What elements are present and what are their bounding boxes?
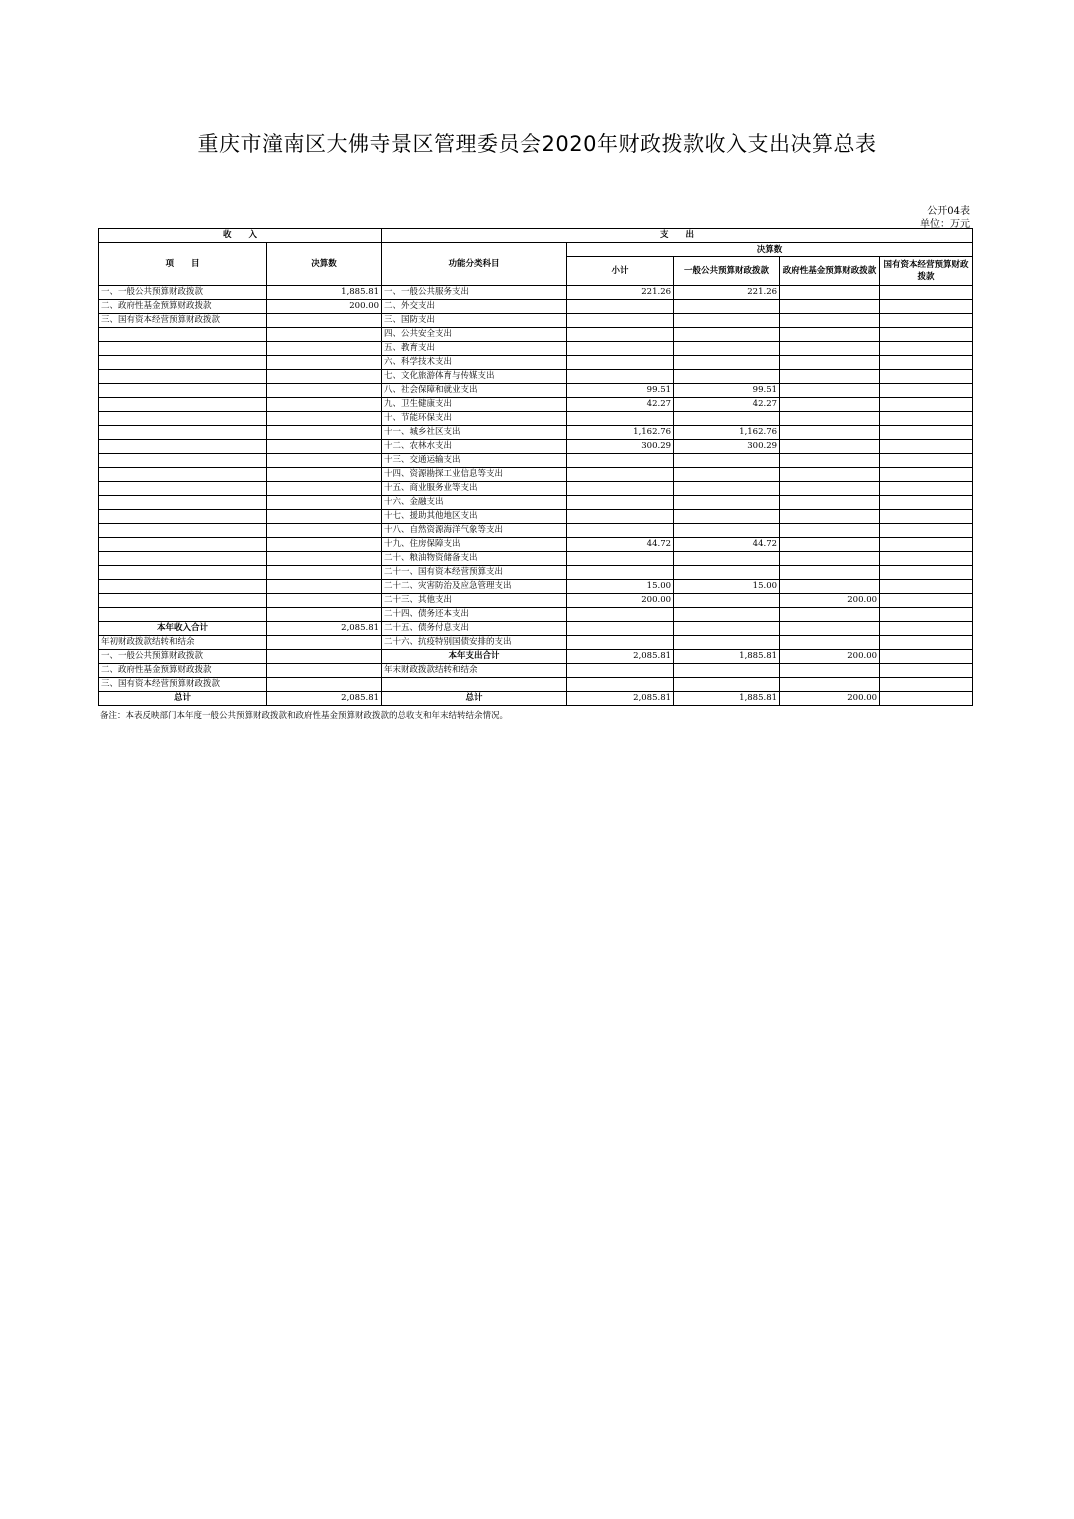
final-amount-header: 决算数 (567, 243, 973, 257)
table-row (99, 384, 973, 398)
income-amount-cell (267, 678, 382, 692)
state-capital-cell (880, 384, 973, 398)
gov-fund-cell (780, 356, 880, 370)
subtotal-cell (567, 356, 674, 370)
expense-header: 支 出 (382, 229, 973, 243)
state-capital-cell (880, 328, 973, 342)
gov-fund-cell (780, 482, 880, 496)
subtotal-cell (567, 524, 674, 538)
income-item-cell (99, 398, 267, 412)
income-item-cell: 二、政府性基金预算财政拨款 (99, 300, 267, 314)
table-row (99, 580, 973, 594)
table-row (99, 650, 973, 664)
expense-item-cell: 十、节能环保支出 (382, 412, 567, 426)
gov-fund-cell (780, 608, 880, 622)
state-capital-cell (880, 524, 973, 538)
table-row (99, 636, 973, 650)
table-row (99, 440, 973, 454)
income-item-cell (99, 426, 267, 440)
table-row (99, 608, 973, 622)
income-header: 收 入 (99, 229, 382, 243)
state-capital-cell (880, 370, 973, 384)
amount-header: 决算数 (267, 243, 382, 286)
income-item-cell: 一、一般公共预算财政拨款 (99, 286, 267, 300)
subtotal-cell (567, 314, 674, 328)
income-item-cell (99, 468, 267, 482)
gov-fund-cell (780, 664, 880, 678)
gov-fund-cell (780, 524, 880, 538)
general-budget-cell (674, 454, 780, 468)
general-budget-cell (674, 314, 780, 328)
gov-fund-cell (780, 426, 880, 440)
income-amount-cell (267, 538, 382, 552)
table-row (99, 538, 973, 552)
income-amount-cell (267, 650, 382, 664)
state-capital-cell (880, 622, 973, 636)
expense-item-cell: 一、一般公共服务支出 (382, 286, 567, 300)
expense-item-cell: 十八、自然资源海洋气象等支出 (382, 524, 567, 538)
subtotal-cell (567, 636, 674, 650)
table-row (99, 328, 973, 342)
subtotal-cell (567, 300, 674, 314)
income-item-cell (99, 510, 267, 524)
general-budget-cell (674, 664, 780, 678)
expense-item-cell: 二、外交支出 (382, 300, 567, 314)
state-capital-cell (880, 468, 973, 482)
income-amount-cell (267, 440, 382, 454)
general-budget-cell (674, 468, 780, 482)
expense-item-cell: 二十、粮油物资储备支出 (382, 552, 567, 566)
state-capital-cell (880, 300, 973, 314)
expense-item-cell: 本年支出合计 (382, 650, 567, 664)
income-amount-cell: 2,085.81 (267, 692, 382, 706)
table-row (99, 398, 973, 412)
expense-item-cell: 总计 (382, 692, 567, 706)
income-amount-cell: 2,085.81 (267, 622, 382, 636)
table-row (99, 496, 973, 510)
state-capital-cell (880, 692, 973, 706)
table-row (99, 412, 973, 426)
table-row (99, 524, 973, 538)
general-budget-cell: 99.51 (674, 384, 780, 398)
gov-fund-cell (780, 370, 880, 384)
expense-item-cell: 十九、住房保障支出 (382, 538, 567, 552)
subtotal-cell (567, 482, 674, 496)
gov-fund-cell (780, 342, 880, 356)
income-item-cell: 总计 (99, 692, 267, 706)
income-amount-cell (267, 356, 382, 370)
state-capital-cell (880, 412, 973, 426)
income-amount-cell: 200.00 (267, 300, 382, 314)
expense-item-cell: 二十二、灾害防治及应急管理支出 (382, 580, 567, 594)
subtotal-cell (567, 664, 674, 678)
expense-item-cell: 年末财政拨款结转和结余 (382, 664, 567, 678)
state-capital-cell (880, 286, 973, 300)
state-capital-cell (880, 356, 973, 370)
income-item-cell: 本年收入合计 (99, 622, 267, 636)
income-amount-cell (267, 454, 382, 468)
general-budget-cell (674, 594, 780, 608)
gov-fund-cell (780, 496, 880, 510)
expense-item-cell: 二十三、其他支出 (382, 594, 567, 608)
table-row (99, 370, 973, 384)
expense-item-cell: 十五、商业服务业等支出 (382, 482, 567, 496)
income-amount-cell (267, 412, 382, 426)
subtotal-cell: 221.26 (567, 286, 674, 300)
general-budget-cell: 300.29 (674, 440, 780, 454)
item-header: 项 目 (99, 243, 267, 286)
income-item-cell (99, 482, 267, 496)
income-amount-cell (267, 566, 382, 580)
general-budget-cell (674, 510, 780, 524)
gov-fund-cell (780, 580, 880, 594)
table-row (99, 482, 973, 496)
gov-fund-cell (780, 510, 880, 524)
subtotal-cell (567, 496, 674, 510)
general-budget-cell: 44.72 (674, 538, 780, 552)
gov-fund-cell (780, 678, 880, 692)
general-budget-cell (674, 524, 780, 538)
general-budget-cell: 1,885.81 (674, 650, 780, 664)
subtotal-cell (567, 678, 674, 692)
state-capital-cell (880, 594, 973, 608)
state-capital-cell (880, 496, 973, 510)
table-row (99, 664, 973, 678)
subtotal-cell: 2,085.81 (567, 692, 674, 706)
income-item-cell (99, 594, 267, 608)
income-amount-cell (267, 636, 382, 650)
table-row (99, 510, 973, 524)
expense-item-cell: 八、社会保障和就业支出 (382, 384, 567, 398)
income-amount-cell (267, 594, 382, 608)
gov-fund-cell (780, 538, 880, 552)
general-budget-cell (674, 370, 780, 384)
income-amount-cell (267, 524, 382, 538)
general-budget-cell (674, 412, 780, 426)
income-item-cell: 二、政府性基金预算财政拨款 (99, 664, 267, 678)
gov-fund-cell (780, 328, 880, 342)
subtotal-cell: 15.00 (567, 580, 674, 594)
expense-item-cell: 十二、农林水支出 (382, 440, 567, 454)
subtotal-cell: 300.29 (567, 440, 674, 454)
gov-fund-cell (780, 552, 880, 566)
expense-item-cell: 十三、交通运输支出 (382, 454, 567, 468)
expense-item-cell: 三、国防支出 (382, 314, 567, 328)
general-budget-cell (674, 328, 780, 342)
state-capital-cell (880, 608, 973, 622)
general-budget-cell (674, 608, 780, 622)
state-capital-cell (880, 538, 973, 552)
income-amount-cell (267, 426, 382, 440)
general-budget-cell: 1,885.81 (674, 692, 780, 706)
gov-fund-cell (780, 300, 880, 314)
general-budget-cell (674, 482, 780, 496)
expense-item-cell: 二十五、债务付息支出 (382, 622, 567, 636)
income-item-cell: 年初财政拨款结转和结余 (99, 636, 267, 650)
table-row (99, 468, 973, 482)
general-budget-cell (674, 678, 780, 692)
income-item-cell: 一、一般公共预算财政拨款 (99, 650, 267, 664)
table-row (99, 622, 973, 636)
income-amount-cell (267, 552, 382, 566)
income-item-cell (99, 356, 267, 370)
footnote: 备注：本表反映部门本年度一般公共预算财政拨款和政府性基金预算财政拨款的总收支和年末结转结余情况。 (100, 711, 509, 721)
subtotal-cell: 200.00 (567, 594, 674, 608)
expense-item-cell: 十六、金融支出 (382, 496, 567, 510)
gov-fund-cell (780, 440, 880, 454)
income-item-cell (99, 566, 267, 580)
table-row (99, 566, 973, 580)
gov-fund-cell (780, 468, 880, 482)
expense-item-cell: 九、卫生健康支出 (382, 398, 567, 412)
general-budget-cell (674, 300, 780, 314)
subtotal-cell (567, 328, 674, 342)
income-amount-cell (267, 370, 382, 384)
table-row (99, 678, 973, 692)
income-amount-cell (267, 510, 382, 524)
state-capital-cell (880, 580, 973, 594)
income-amount-cell (267, 384, 382, 398)
income-item-cell (99, 412, 267, 426)
gov-fund-cell (780, 412, 880, 426)
gov-fund-cell (780, 622, 880, 636)
table-row (99, 552, 973, 566)
state-capital-cell (880, 678, 973, 692)
subtotal-cell (567, 566, 674, 580)
subtotal-cell (567, 342, 674, 356)
table-row (99, 692, 973, 706)
expense-item-cell: 二十一、国有资本经营预算支出 (382, 566, 567, 580)
income-item-cell (99, 454, 267, 468)
expense-item-cell: 十七、援助其他地区支出 (382, 510, 567, 524)
general-budget-cell: 221.26 (674, 286, 780, 300)
state-capital-cell (880, 650, 973, 664)
table-row (99, 594, 973, 608)
state-capital-cell (880, 566, 973, 580)
general-budget-cell (674, 356, 780, 370)
expense-item-cell: 十四、资源勘探工业信息等支出 (382, 468, 567, 482)
state-capital-cell (880, 454, 973, 468)
state-capital-cell (880, 636, 973, 650)
table-body (99, 286, 973, 706)
table-row (99, 314, 973, 328)
income-item-cell: 三、国有资本经营预算财政拨款 (99, 314, 267, 328)
general-budget-cell (674, 342, 780, 356)
gov-fund-cell (780, 384, 880, 398)
table-row (99, 356, 973, 370)
income-item-cell (99, 608, 267, 622)
budget-table (98, 228, 973, 706)
subtotal-cell (567, 370, 674, 384)
subtotal-cell: 42.27 (567, 398, 674, 412)
table-row (99, 286, 973, 300)
income-amount-cell (267, 664, 382, 678)
state-capital-cell (880, 440, 973, 454)
unit-label: 单位：万元 (920, 219, 970, 230)
income-item-cell (99, 580, 267, 594)
expense-item-cell: 十一、城乡社区支出 (382, 426, 567, 440)
subtotal-cell (567, 412, 674, 426)
general-budget-cell (674, 622, 780, 636)
income-amount-cell (267, 328, 382, 342)
table-row (99, 454, 973, 468)
subtotal-cell: 99.51 (567, 384, 674, 398)
state-capital-cell (880, 398, 973, 412)
subtotal-cell (567, 454, 674, 468)
income-amount-cell (267, 580, 382, 594)
income-item-cell (99, 496, 267, 510)
state-capital-cell (880, 314, 973, 328)
gov-fund-header: 政府性基金预算财政拨款 (780, 257, 880, 286)
expense-item-cell: 四、公共安全支出 (382, 328, 567, 342)
gov-fund-cell (780, 398, 880, 412)
subtotal-cell (567, 510, 674, 524)
income-item-cell (99, 538, 267, 552)
gov-fund-cell (780, 454, 880, 468)
gov-fund-cell (780, 566, 880, 580)
table-row (99, 426, 973, 440)
general-budget-cell (674, 636, 780, 650)
general-budget-header: 一般公共预算财政拨款 (674, 257, 780, 286)
income-amount-cell (267, 342, 382, 356)
income-amount-cell (267, 482, 382, 496)
gov-fund-cell (780, 286, 880, 300)
expense-item-cell: 二十六、抗疫特别国债安排的支出 (382, 636, 567, 650)
state-capital-cell (880, 342, 973, 356)
income-item-cell (99, 384, 267, 398)
page-title: 重庆市潼南区大佛寺景区管理委员会2020年财政拨款收入支出决算总表 (197, 132, 877, 156)
gov-fund-cell: 200.00 (780, 650, 880, 664)
state-capital-cell (880, 426, 973, 440)
state-capital-cell (880, 482, 973, 496)
income-item-cell (99, 524, 267, 538)
expense-item-cell (382, 678, 567, 692)
gov-fund-cell: 200.00 (780, 692, 880, 706)
table-row (99, 342, 973, 356)
func-category-header: 功能分类科目 (382, 243, 567, 286)
gov-fund-cell (780, 314, 880, 328)
state-capital-header: 国有资本经营预算财政拨款 (880, 257, 973, 286)
income-amount-cell (267, 496, 382, 510)
subtotal-cell: 2,085.81 (567, 650, 674, 664)
expense-item-cell: 六、科学技术支出 (382, 356, 567, 370)
form-number: 公开04表 (927, 206, 970, 217)
general-budget-cell: 15.00 (674, 580, 780, 594)
general-budget-cell (674, 566, 780, 580)
subtotal-cell (567, 608, 674, 622)
income-amount-cell (267, 608, 382, 622)
subtotal-cell: 1,162.76 (567, 426, 674, 440)
expense-item-cell: 七、文化旅游体育与传媒支出 (382, 370, 567, 384)
income-amount-cell (267, 468, 382, 482)
subtotal-cell (567, 622, 674, 636)
subtotal-cell (567, 552, 674, 566)
general-budget-cell (674, 552, 780, 566)
general-budget-cell (674, 496, 780, 510)
expense-item-cell: 五、教育支出 (382, 342, 567, 356)
income-amount-cell: 1,885.81 (267, 286, 382, 300)
income-item-cell (99, 342, 267, 356)
gov-fund-cell (780, 636, 880, 650)
income-amount-cell (267, 398, 382, 412)
table-row (99, 300, 973, 314)
income-amount-cell (267, 314, 382, 328)
subtotal-header: 小计 (567, 257, 674, 286)
income-item-cell (99, 328, 267, 342)
income-item-cell (99, 370, 267, 384)
income-item-cell: 三、国有资本经营预算财政拨款 (99, 678, 267, 692)
general-budget-cell: 42.27 (674, 398, 780, 412)
income-item-cell (99, 440, 267, 454)
general-budget-cell: 1,162.76 (674, 426, 780, 440)
gov-fund-cell: 200.00 (780, 594, 880, 608)
state-capital-cell (880, 664, 973, 678)
state-capital-cell (880, 510, 973, 524)
subtotal-cell (567, 468, 674, 482)
subtotal-cell: 44.72 (567, 538, 674, 552)
state-capital-cell (880, 552, 973, 566)
income-item-cell (99, 552, 267, 566)
expense-item-cell: 二十四、债务还本支出 (382, 608, 567, 622)
